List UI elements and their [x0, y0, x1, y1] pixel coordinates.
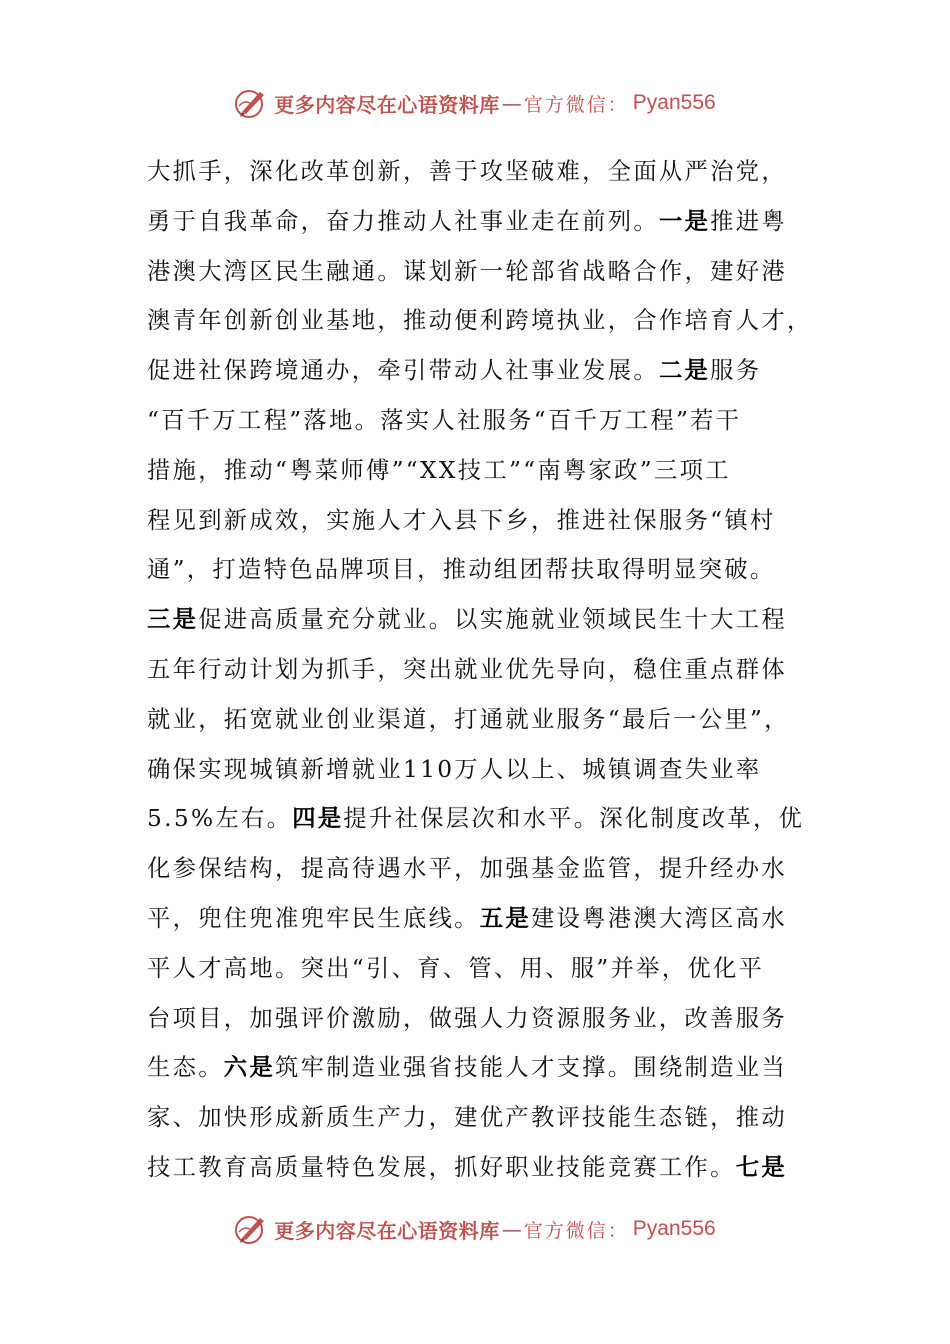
text-line — [147, 645, 802, 695]
text-segment: 技工教育高质量特色发展，抓好职业技能竞赛工作。 — [147, 1153, 736, 1181]
banner-dash: — — [501, 91, 522, 115]
text-line — [147, 844, 802, 894]
text-line — [147, 197, 802, 247]
text-segment: 促进社保跨境通办，牵引带动人社事业发展。 — [147, 357, 659, 385]
text-segment: 确保实现城镇新增就业110万人以上、城镇调查失业率 — [147, 755, 762, 783]
text-segment: 平，兜住兜准兜牢民生底线。 — [147, 904, 480, 932]
text-segment: 澳青年创新创业基地，推动便利跨境执业，合作培育人才， — [147, 307, 813, 335]
pen-logo-icon — [234, 86, 268, 120]
text-segment: 化参保结构，提高待遇水平，加强基金监管，提升经办水 — [147, 855, 787, 883]
text-segment: 生态。 — [147, 1054, 224, 1082]
text-line — [147, 944, 802, 994]
banner-brand-text: 更多内容尽在心语资料库 — [274, 92, 500, 117]
text-segment: 大抓手，深化改革创新，善于攻坚破难，全面从严治党， — [147, 158, 787, 185]
text-line — [147, 745, 802, 795]
text-line — [147, 446, 802, 496]
banner-brand-text: 更多内容尽在心语资料库 — [274, 1218, 500, 1243]
text-line — [147, 695, 802, 745]
text-line — [147, 794, 805, 844]
text-line — [147, 147, 802, 197]
text-line — [147, 545, 802, 595]
banner-wechat-label: 官方微信： — [523, 93, 629, 116]
text-line — [147, 1143, 802, 1193]
text-line — [147, 994, 802, 1044]
text-segment: 港澳大湾区民生融通。谋划新一轮部省战略合作，建好港 — [147, 257, 787, 285]
text-segment: 勇于自我革命，奋力推动人社事业走在前列。 — [147, 207, 659, 235]
footer-watermark-banner — [0, 1209, 950, 1249]
text-segment: 措施，推动“粤菜师傅”“XX技工”“南粤家政”三项工 — [147, 456, 731, 484]
text-line — [147, 296, 813, 346]
text-segment: 平人才高地。突出“引、育、管、用、服”并举，优化平 — [147, 954, 765, 982]
text-line — [147, 396, 802, 446]
bold-ordinal: 三是 — [147, 606, 199, 634]
bold-ordinal: 二是 — [658, 357, 711, 385]
text-segment: 程见到新成效，实施人才入县下乡，推进社保服务“镇村 — [147, 506, 776, 534]
bold-ordinal: 一是 — [658, 207, 711, 235]
text-segment: 通”，打造特色品牌项目，推动组团帮扶取得明显突破。 — [147, 556, 776, 584]
banner-dash: — — [501, 1217, 522, 1241]
text-segment: 5.5%左右。 — [147, 805, 293, 833]
text-line — [147, 346, 802, 396]
text-segment: 家、加快形成新质生产力，建优产教评技能生态链，推动 — [147, 1104, 787, 1132]
banner-wechat-id: Pyan556 — [632, 91, 716, 114]
banner-wechat-id: Pyan556 — [632, 1217, 716, 1240]
text-line — [147, 595, 802, 645]
text-segment: 建设粤港澳大湾区高水 — [530, 904, 787, 932]
text-line — [147, 894, 802, 944]
header-watermark-banner — [0, 83, 950, 123]
document-body — [147, 147, 813, 1193]
text-line — [147, 496, 802, 546]
bold-ordinal: 六是 — [223, 1054, 275, 1082]
text-line — [147, 1043, 802, 1093]
text-segment: 就业，拓宽就业创业渠道，打通就业服务“最后一公里”， — [147, 705, 790, 733]
text-line — [147, 1093, 802, 1143]
text-segment: 五年行动计划为抓手，突出就业优先导向，稳住重点群体 — [147, 655, 787, 683]
pen-logo-icon — [234, 1212, 268, 1246]
text-segment: 促进高质量充分就业。以实施就业领域民生十大工程 — [198, 606, 787, 634]
text-line — [147, 247, 802, 297]
text-segment: “百千万工程”落地。落实人社服务“百千万工程”若干 — [147, 406, 742, 434]
text-segment: 服务 — [710, 357, 762, 385]
bold-ordinal: 五是 — [479, 904, 531, 932]
banner-wechat-label: 官方微信： — [523, 1219, 629, 1242]
bold-ordinal: 七是 — [735, 1153, 787, 1181]
bold-ordinal: 四是 — [292, 805, 344, 833]
text-segment: 筑牢制造业强省技能人才支撑。围绕制造业当 — [275, 1054, 787, 1082]
text-segment: 推进粤 — [710, 207, 787, 235]
text-segment: 提升社保层次和水平。深化制度改革，优 — [343, 805, 805, 833]
text-segment: 台项目，加强评价激励，做强人力资源服务业，改善服务 — [147, 1004, 787, 1032]
